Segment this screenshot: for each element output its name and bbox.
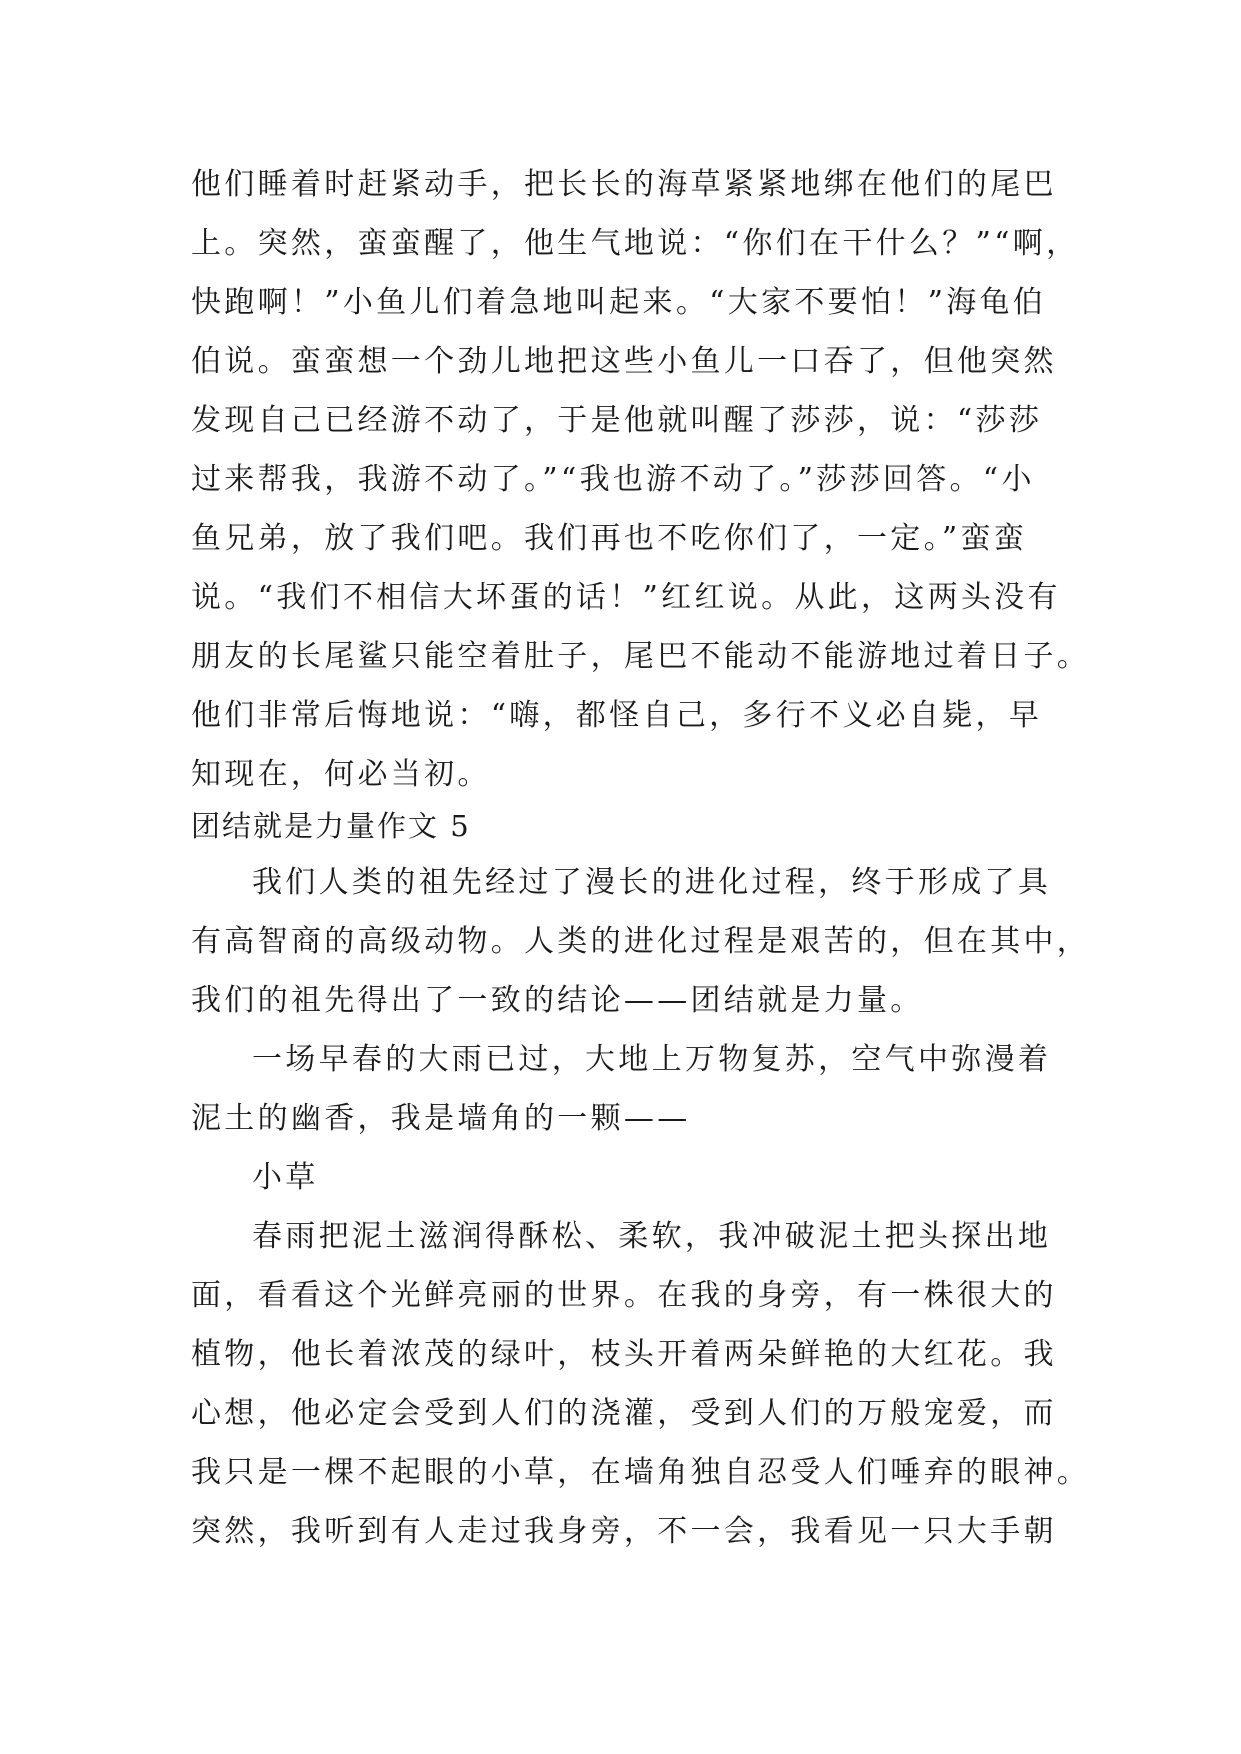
text-line: 上。突然，蛮蛮醒了，他生气地说：“你们在干什么？”“啊， xyxy=(191,226,1080,261)
text-line: 一场早春的大雨已过，大地上万物复苏，空气中弥漫着 xyxy=(252,1042,1052,1077)
text-line: 我只是一棵不起眼的小草，在墙角独自忍受人们唾弃的眼神。 xyxy=(191,1455,1091,1490)
text-line: 鱼兄弟，放了我们吧。我们再也不吃你们了，一定。”蛮蛮 xyxy=(191,521,1028,556)
text-line: 说。“我们不相信大坏蛋的话！”红红说。从此，这两头没有 xyxy=(191,580,1061,615)
text-line: 发现自己已经游不动了，于是他就叫醒了莎莎，说：“莎莎 xyxy=(191,403,1043,438)
text-line: 他们非常后悔地说：“嗨，都怪自己，多行不义必自毙，早 xyxy=(191,698,1043,733)
text-line: 知现在，何必当初。 xyxy=(191,757,491,792)
text-line: 有高智商的高级动物。人类的进化过程是艰苦的，但在其中， xyxy=(191,924,1091,959)
text-line: 快跑啊！”小鱼儿们着急地叫起来。“大家不要怕！”海龟伯 xyxy=(191,285,1047,320)
essay-title: 团结就是力量作文 5 xyxy=(191,809,471,843)
text-line: 小草 xyxy=(252,1160,319,1195)
text-line: 植物，他长着浓茂的绿叶，枝头开着两朵鲜艳的大红花。我 xyxy=(191,1337,1057,1372)
text-line: 我们的祖先得出了一致的结论——团结就是力量。 xyxy=(191,983,924,1018)
text-line: 突然，我听到有人走过我身旁，不一会，我看见一只大手朝 xyxy=(191,1514,1057,1549)
text-line: 朋友的长尾鲨只能空着肚子，尾巴不能动不能游地过着日子。 xyxy=(191,639,1091,674)
text-line: 过来帮我，我游不动了。”“我也游不动了。”莎莎回答。“小 xyxy=(191,462,1035,497)
text-line: 我们人类的祖先经过了漫长的进化过程，终于形成了具 xyxy=(252,865,1052,900)
text-line: 伯说。蛮蛮想一个劲儿地把这些小鱼儿一口吞了，但他突然 xyxy=(191,344,1057,379)
text-line: 春雨把泥土滋润得酥松、柔软，我冲破泥土把头探出地 xyxy=(252,1219,1052,1254)
text-line: 泥土的幽香，我是墙角的一颗—— xyxy=(191,1101,691,1136)
text-line: 他们睡着时赶紧动手，把长长的海草紧紧地绑在他们的尾巴 xyxy=(191,167,1057,202)
text-line: 面，看看这个光鲜亮丽的世界。在我的身旁，有一株很大的 xyxy=(191,1278,1057,1313)
text-line: 心想，他必定会受到人们的浇灌，受到人们的万般宠爱，而 xyxy=(191,1396,1057,1431)
